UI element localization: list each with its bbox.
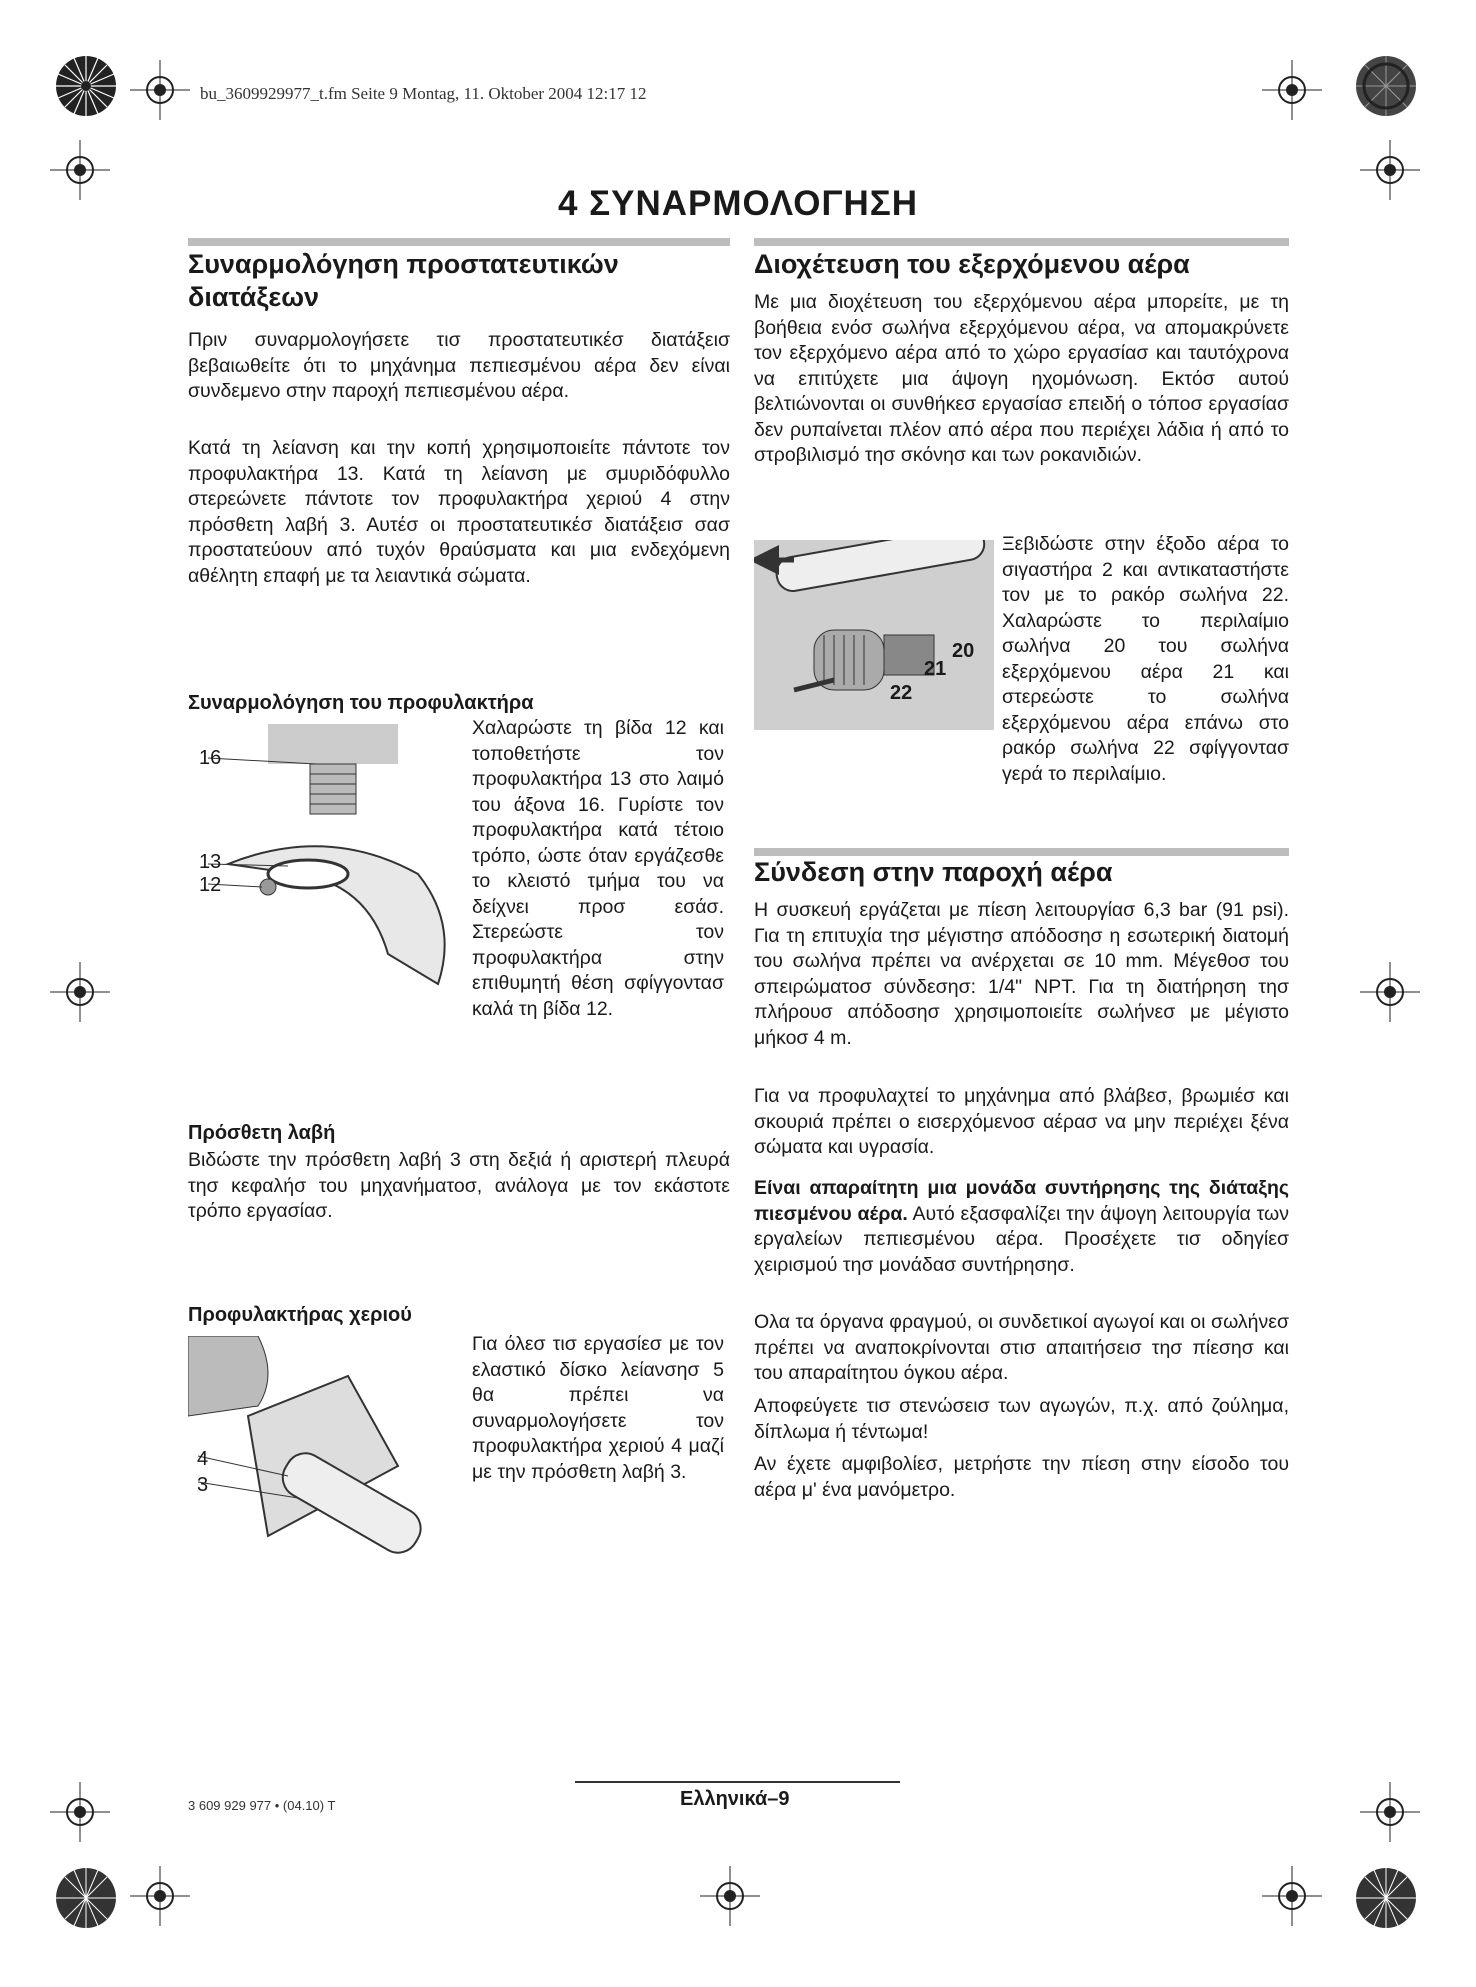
- exhaust-hose-text: [1002, 532, 1289, 787]
- left-paragraph-2: Κατά τη λείανση και την κοπή χρησιμοποιείτε πάντοτε τον προφυλακτήρα 13. Κατά τη λείανση με σμυριδόφυλλο στερεώνετε πάντοτε τον προφυλακτήρα χεριού 4 στην πρόσθετη λαβή 3. Αυτέσ οι προστατευτικέσ διατάξεισ σασ προστατεύουν από τυχόν θραύσματα και μια ενδεχόμενη αθέλητη επαφή με τα λειαντικά σώματα.: [188, 437, 730, 587]
- color-wheel-icon: [54, 1866, 118, 1930]
- aux-handle-text: Βιδώστε την πρόσθετη λαβή 3 στη δεξιά ή αριστερή πλευρά τησ κεφαλήσ του μηχανήματοσ, ανάλογα με τον εκάστοτε τρόπο εργασίασ.: [188, 1149, 730, 1222]
- guard-assembly-text: Χαλαρώστε τη βίδα 12 και τοποθετήστε τον προφυλακτήρα 13 στο λαιμό του άξονα 16. Γυρίστε τον προφυλακτήρα κατά τέτοιο τρόπο, ώστε όταν εργάζεσθε το κλειστό τμήμα του να δείχνει προσ εσάσ. Στερεώστε τον προφυλακτήρα στην επιθυμητή θέση σφίγγοντασ καλά τη βίδα 12.: [472, 717, 724, 1020]
- maintenance-unit-notice: [754, 1176, 1289, 1278]
- air-supply-paragraph-5: Αποφεύγετε τισ στενώσεισ των αγωγών, π.χ. από ζούλημα, δίπλωμα ή τέντωμα!: [754, 1395, 1289, 1443]
- registration-mark-icon: [50, 962, 110, 1022]
- registration-mark-icon: [1360, 962, 1420, 1022]
- color-wheel-icon: [1354, 1866, 1418, 1930]
- figure-label-21: 21: [924, 658, 947, 680]
- registration-mark-icon: [700, 1866, 760, 1926]
- figure-label-20: 20: [952, 640, 975, 662]
- figure-label-4: 4: [197, 1448, 209, 1470]
- exhaust-hose-figure: [754, 540, 994, 730]
- section-rule: [754, 238, 1289, 246]
- hand-guard-text: Για όλεσ τισ εργασίεσ με τον ελαστικό δίσκο λείανσησ 5 θα πρέπει να συναρμολογήσετε τον προφυλακτήρα χεριού 4 μαζί με την πρόσθετη λαβή 3.: [472, 1333, 724, 1483]
- figure-label-16: 16: [199, 747, 222, 769]
- exhaust-hose-text-content: Ξεβιδώστε στην έξοδο αέρα το σιγαστήρα 2 και αντικαταστήστε τον με το ρακόρ σωλήνα 22. Χαλαρώστε το περιλαίμιο σωλήνα 20 του σωλήνα εξερχόμενου αέρα 21 και στερεώστε το σωλήνα εξερχόμενου αέρα επάνω στο ρακόρ σωλήνα 22 σφίγγοντασ γερά το περιλαίμιο.: [1002, 533, 1289, 785]
- registration-mark-icon: [130, 60, 190, 120]
- figure-label-12: 12: [199, 874, 222, 896]
- right-paragraph-1: Με μια διοχέτευση του εξερχόμενου αέρα μπορείτε, με τη βοήθεια ενόσ σωλήνα εξερχόμενου αέρα, να απομακρύνετε τον εξερχόμενο αέρα από το χώρο εργασίασ και ταυτόχρονα να επιτύχετε μια άψογη ηχομόνωση. Εκτόσ αυτού βελτιώνονται οι συνθήκεσ εργασίασ επειδή ο τόποσ εργασίασ δεν ρυπαίνεται πλέον από αέρα που περιέχει λάδια ή από το στροβιλισμό τησ σκόνησ και των ροκανιδιών.: [754, 291, 1289, 466]
- left-paragraph-1: Πριν συναρμολογήσετε τισ προστατευτικέσ διατάξεισ βεβαιωθείτε ότι το μηχάνημα πεπιεσμένου αέρα δεν είναι συνδεμενο στην παροχή πεπιεσμένου αέρα.: [188, 329, 730, 402]
- color-wheel-icon: [1354, 54, 1418, 118]
- file-header-line: bu_3609929977_t.fm Seite 9 Montag, 11. Oktober 2004 12:17 12: [200, 84, 647, 103]
- figure-label-22: 22: [890, 682, 913, 704]
- section-rule: [754, 848, 1289, 856]
- guard-figure: [188, 724, 478, 1024]
- figure-label-13: 13: [199, 851, 222, 873]
- chapter-title: 4 ΣΥΝΑΡΜΟΛΟΓΗΣΗ: [557, 184, 919, 223]
- footer-rule: [575, 1781, 900, 1783]
- document-code: 3 609 929 977 • (04.10) T: [188, 1798, 336, 1813]
- air-supply-paragraph-1: Η συσκευή εργάζεται με πίεση λειτουργίασ 6,3 bar (91 psi). Για τη επιτυχία τησ μέγιστησ απόδοσησ η εσωτερική διατομή του σωλήνα πρέπει να ανέρχεται σε 10 mm. Μέγεθοσ του σπειρώματοσ σύνδεσησ: 1/4" NPT. Για τη διατήρηση τησ πλήρουσ απόδοσησ χρησιμοποιείτε σωλήνεσ με μέγιστο μήκοσ 4 m.: [754, 899, 1289, 1049]
- registration-mark-icon: [1262, 60, 1322, 120]
- aux-handle-title: Πρόσθετη λαβή: [188, 1122, 336, 1144]
- color-wheel-icon: [54, 54, 118, 118]
- section-rule: [188, 238, 730, 246]
- air-supply-title: Σύνδεση στην παροχή αέρα: [754, 857, 1113, 887]
- registration-mark-icon: [130, 1866, 190, 1926]
- air-supply-paragraph-2: Για να προφυλαχτεί το μηχάνημα από βλάβεσ, βρωμιέσ και σκουριά πρέπει ο εισερχόμενοσ αέρασ να μην περιέχει ξένα σώματα και υγρασία.: [754, 1085, 1289, 1158]
- registration-mark-icon: [1360, 1782, 1420, 1842]
- page-number: Ελληνικά–9: [680, 1788, 790, 1810]
- registration-mark-icon: [1262, 1866, 1322, 1926]
- registration-mark-icon: [50, 1782, 110, 1842]
- right-section-title: Διοχέτευση του εξερχόμενου αέρα: [754, 249, 1190, 279]
- hand-guard-title: Προφυλακτήρας χεριού: [188, 1304, 412, 1326]
- figure-label-3: 3: [197, 1474, 209, 1496]
- left-section-title: Συναρμολόγηση προστατευτικών διατάξεων: [188, 249, 619, 312]
- air-supply-paragraph-6: Αν έχετε αμφιβολίεσ, μετρήστε την πίεση στην είσοδο του αέρα μ' ένα μανόμετρο.: [754, 1453, 1289, 1501]
- air-supply-paragraph-4: Ολα τα όργανα φραγμού, οι συνδετικοί αγωγοί και οι σωλήνεσ πρέπει να αναποκρίνονται στισ απαιτήσεισ τησ πίεσησ και του απαραίτητου όγκου αέρα.: [754, 1311, 1289, 1384]
- guard-assembly-title: Συναρμολόγηση του προφυλακτήρα: [188, 692, 534, 714]
- hand-guard-figure: [188, 1336, 468, 1576]
- maintenance-unit-bold: Είναι απαραίτητη μια μονάδα συντήρησης της διάταξης πιεσμένου αέρα.: [754, 1177, 1289, 1225]
- maintenance-unit-text: Αυτό εξασφαλίζει την άψογη λειτουργία των εργαλείων πεπιεσμένου αέρα. Προσέχετε τισ οδηγίεσ χειρισμού τησ μονάδασ συντήρησησ.: [754, 1202, 1290, 1276]
